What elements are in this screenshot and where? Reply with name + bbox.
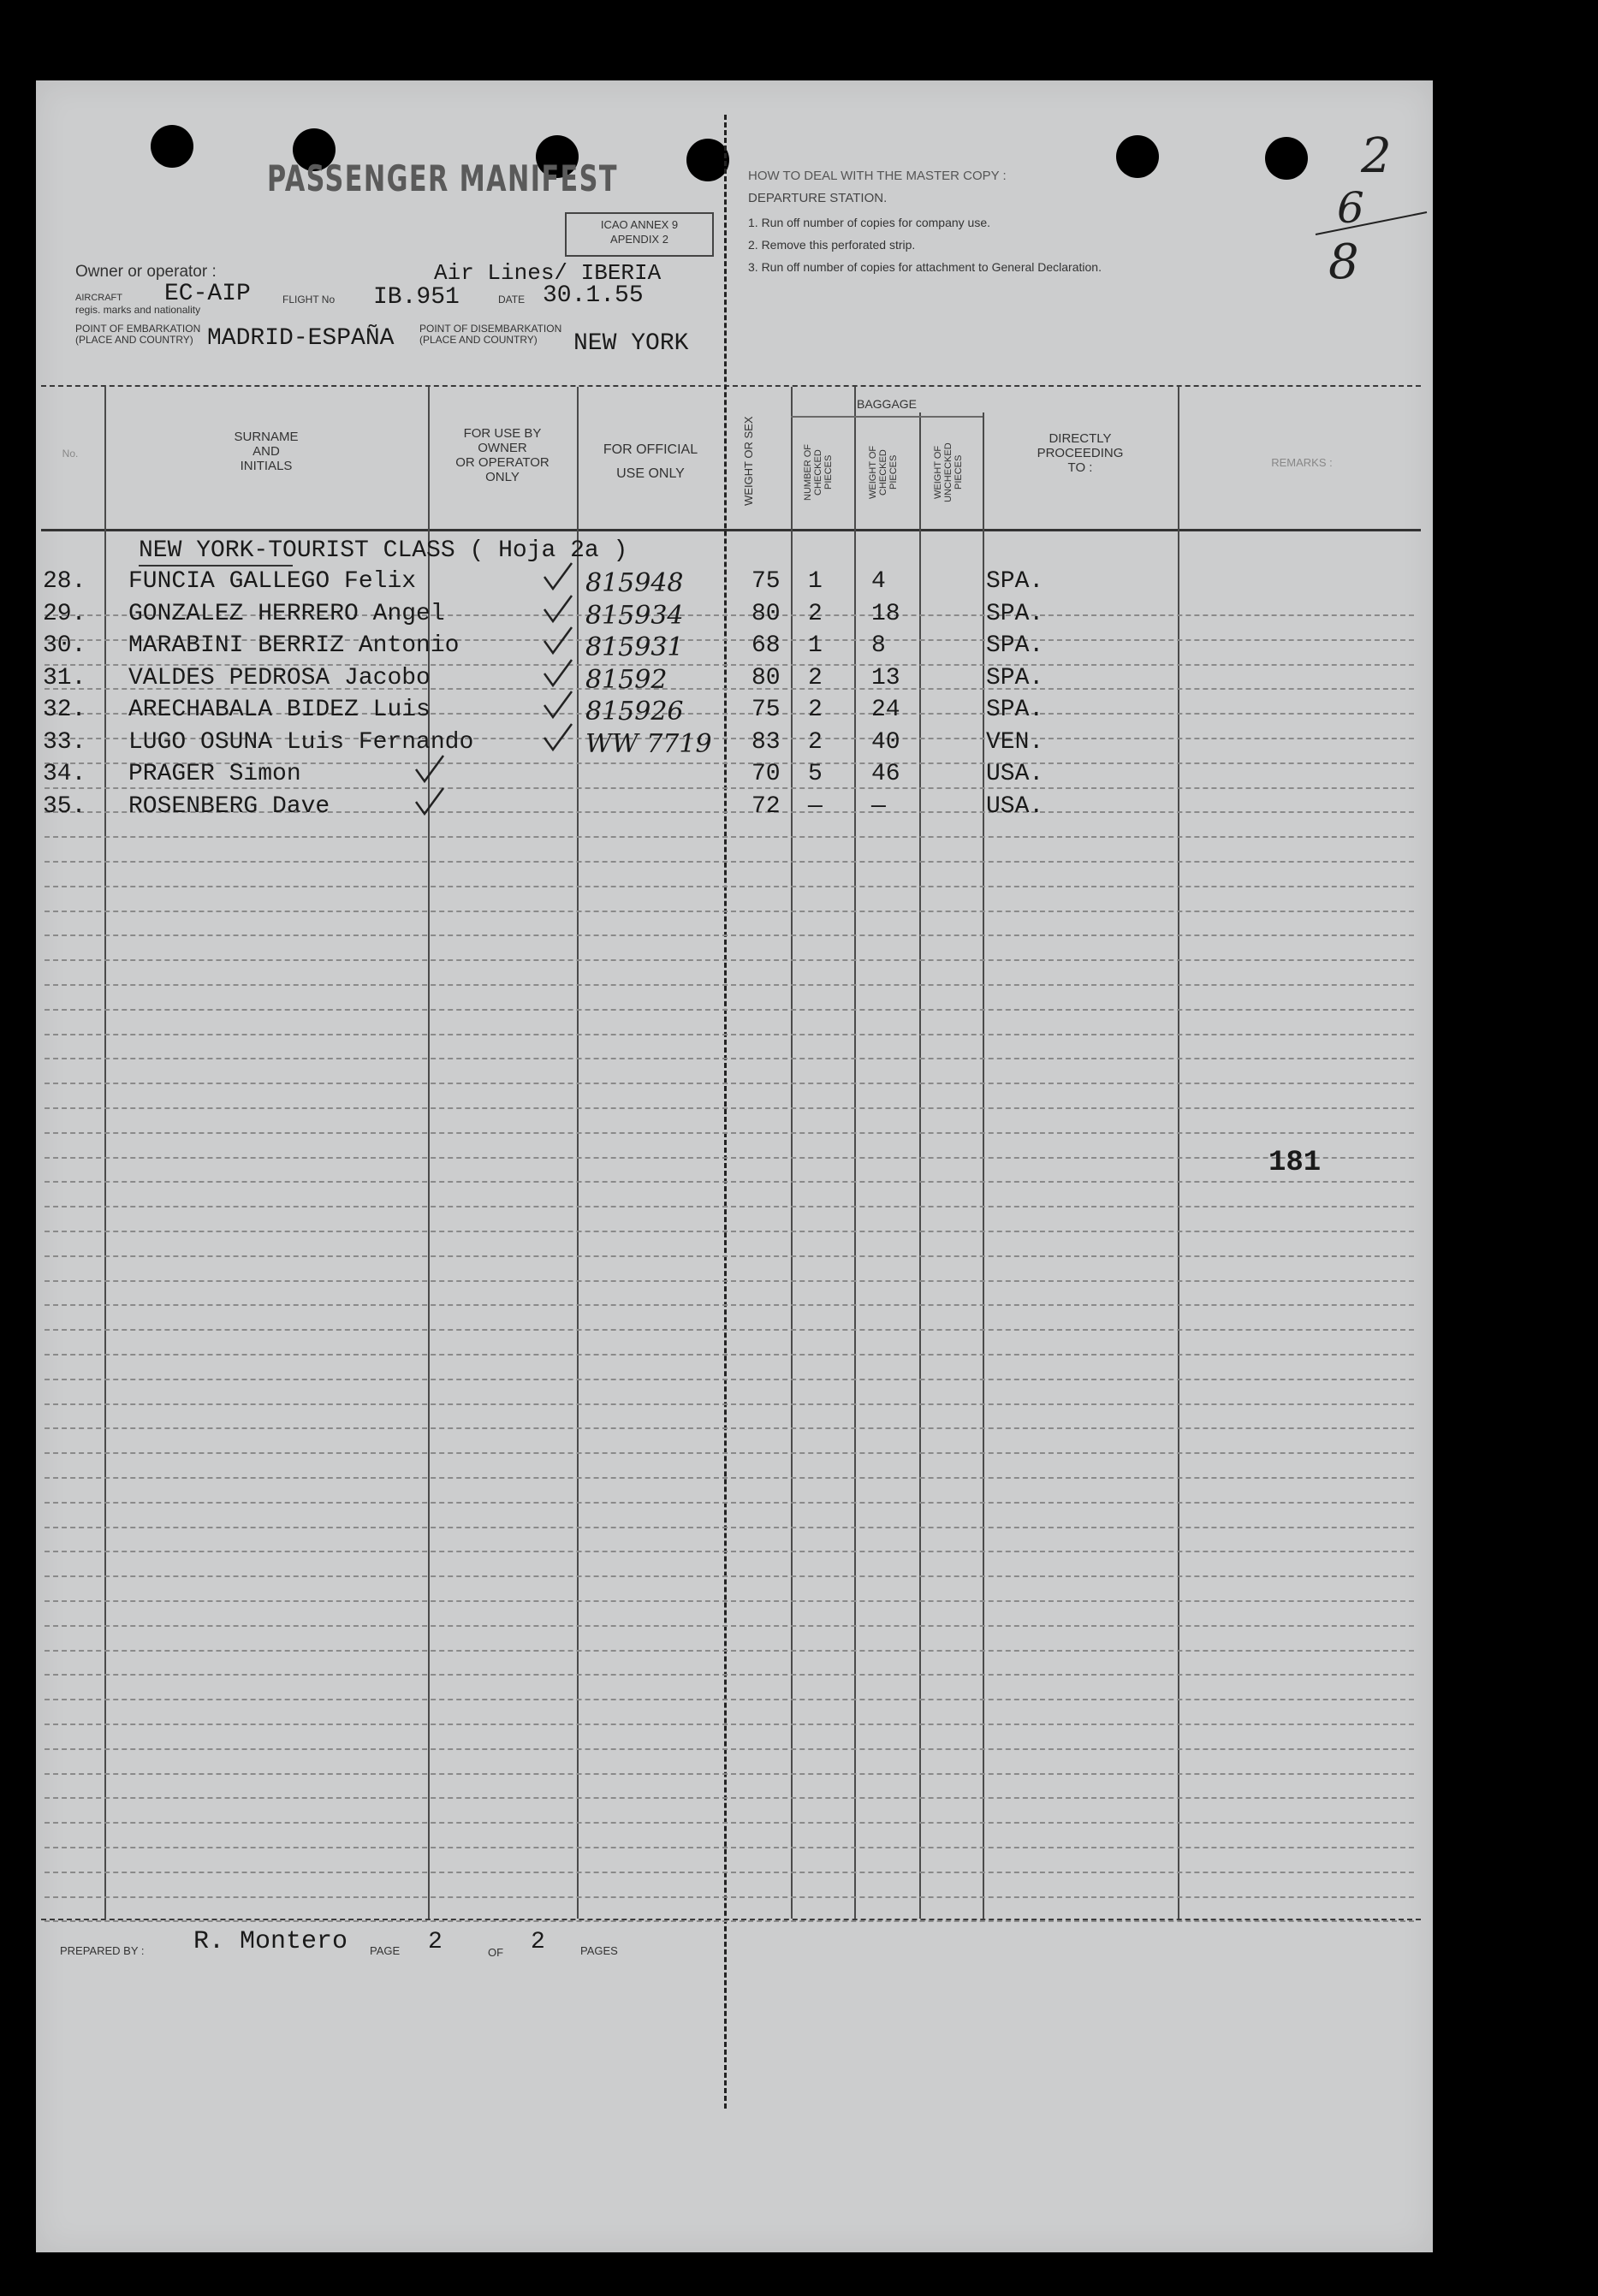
ruled-line [45, 1527, 1414, 1528]
passenger-pieces: 2 [808, 601, 823, 627]
column-header-official-use: FOR OFFICIAL USE ONLY [603, 442, 698, 481]
passenger-weight: 70 [751, 761, 781, 787]
aircraft-label: AIRCRAFT [75, 293, 122, 303]
regis-label: regis. marks and nationality [75, 304, 201, 316]
passenger-no: 31. [43, 665, 86, 691]
ruled-line [45, 1354, 1414, 1356]
passenger-bag-weight: 8 [871, 632, 886, 659]
instruction-item: 3. Run off number of copies for attachment to General Declaration. [748, 260, 1102, 274]
ruled-line [45, 1920, 1414, 1922]
check-mark-icon [541, 594, 575, 625]
ruled-line [45, 934, 1414, 936]
owner-label: Owner or operator : [75, 263, 217, 281]
passenger-ticket: 81592 [585, 665, 668, 695]
column-header-proceeding: DIRECTLY PROCEEDING TO : [1037, 431, 1124, 475]
passenger-bag-weight: — [871, 793, 886, 820]
corner-number: 2 [1361, 128, 1392, 184]
check-mark-icon [541, 722, 575, 753]
of-label: OF [488, 1946, 504, 1959]
passenger-bag-weight: 40 [871, 729, 900, 756]
embark-value: MADRID-ESPAÑA [207, 325, 395, 352]
table-row [36, 695, 1423, 726]
column-header-weight-unchecked: WEIGHT OF UNCHECKED PIECES [933, 442, 964, 502]
passenger-weight: 80 [751, 601, 781, 627]
passenger-name: FUNCIA GALLEGO Felix [128, 568, 417, 595]
table-row [36, 599, 1423, 630]
table-row [36, 631, 1423, 662]
passenger-ticket: 815926 [585, 697, 684, 727]
passenger-pieces: 2 [808, 665, 823, 691]
passenger-no: 28. [43, 568, 86, 595]
ruled-line [45, 1231, 1414, 1232]
passenger-pieces: 2 [808, 729, 823, 756]
ruled-line [45, 886, 1414, 887]
passenger-pieces: — [808, 793, 823, 820]
table-row [36, 567, 1423, 597]
disembark-value: NEW YORK [573, 330, 689, 357]
icao-box [565, 212, 714, 257]
ruled-line [45, 1822, 1414, 1824]
check-mark-icon [413, 786, 447, 817]
remark-number: 181 [1268, 1147, 1322, 1179]
passenger-bag-weight: 24 [871, 697, 900, 723]
aircraft-value: EC-AIP [164, 281, 251, 307]
disembark-label: POINT OF DISEMBARKATION (PLACE AND COUNTRY) [419, 323, 562, 346]
ruled-line [45, 1600, 1414, 1602]
manifest-sheet [36, 80, 1433, 2252]
punch-hole [686, 139, 729, 181]
table-row [36, 759, 1423, 790]
instructions-title: HOW TO DEAL WITH THE MASTER COPY : [748, 169, 1007, 183]
ruled-line [45, 1255, 1414, 1257]
passenger-no: 35. [43, 793, 86, 820]
ruled-line [45, 1034, 1414, 1035]
passenger-pieces: 2 [808, 697, 823, 723]
passenger-ticket: 815948 [585, 568, 684, 598]
ruled-line [45, 1157, 1414, 1159]
instructions-station: DEPARTURE STATION. [748, 191, 888, 205]
column-header-baggage: BAGGAGE [856, 397, 918, 411]
passenger-ticket: WW 7719 [585, 729, 712, 759]
ruled-line [45, 1575, 1414, 1577]
ruled-line [45, 1650, 1414, 1652]
ruled-line [45, 1551, 1414, 1552]
punch-hole [1265, 137, 1308, 180]
ruled-line [45, 1329, 1414, 1331]
check-mark-icon [541, 658, 575, 689]
section-heading: NEW YORK-TOURIST CLASS ( Hoja 2a ) [139, 537, 628, 564]
column-header-no: No. [62, 448, 79, 460]
passenger-weight: 75 [751, 697, 781, 723]
ruled-line [45, 1403, 1414, 1405]
passenger-destination: SPA. [986, 601, 1044, 627]
ruled-line [45, 1699, 1414, 1700]
prepared-value: R. Montero [193, 1927, 348, 1956]
passenger-destination: USA. [986, 761, 1044, 787]
passenger-weight: 80 [751, 665, 781, 691]
column-header-weight-sex: WEIGHT OR SEX [742, 416, 755, 507]
passenger-destination: SPA. [986, 632, 1044, 659]
passenger-destination: VEN. [986, 729, 1044, 756]
passenger-name: LUGO OSUNA Luis Fernando [128, 729, 474, 756]
page-title: PASSENGER MANIFEST [267, 157, 618, 199]
of-value: 2 [531, 1929, 545, 1955]
passenger-pieces: 5 [808, 761, 823, 787]
date-value: 30.1.55 [543, 282, 644, 309]
perforation-line [724, 115, 727, 2109]
check-mark-icon [541, 561, 575, 592]
flight-value: IB.951 [373, 284, 460, 311]
ruled-line [45, 1452, 1414, 1454]
icao-label: ICAO ANNEX 9 APENDIX 2 [600, 218, 679, 246]
column-header-owner-use: FOR USE BY OWNER OR OPERATOR ONLY [455, 426, 549, 484]
corner-number: 8 [1328, 234, 1359, 290]
ruled-line [45, 1674, 1414, 1676]
date-label: DATE [498, 294, 526, 306]
ruled-line [45, 959, 1414, 961]
ruled-line [45, 1477, 1414, 1479]
passenger-name: PRAGER Simon [128, 761, 301, 787]
passenger-name: VALDES PEDROSA Jacobo [128, 665, 431, 691]
check-mark-icon [413, 754, 447, 785]
ruled-line [45, 1847, 1414, 1848]
passenger-destination: SPA. [986, 665, 1044, 691]
passenger-destination: SPA. [986, 697, 1044, 723]
passenger-pieces: 1 [808, 632, 823, 659]
owner-value: Air Lines/ IBERIA [434, 260, 662, 286]
ruled-line [45, 1083, 1414, 1084]
ruled-line [45, 1896, 1414, 1898]
ruled-line [45, 1058, 1414, 1059]
passenger-weight: 83 [751, 729, 781, 756]
passenger-weight: 75 [751, 568, 781, 595]
instruction-item: 2. Remove this perforated strip. [748, 238, 916, 252]
passenger-no: 29. [43, 601, 86, 627]
ruled-line [45, 1427, 1414, 1429]
ruled-line [45, 1625, 1414, 1627]
column-header-remarks: REMARKS : [1271, 456, 1333, 469]
header-top-rule [41, 385, 1421, 387]
header-bottom-rule [41, 529, 1421, 531]
ruled-line [45, 911, 1414, 912]
table-row [36, 727, 1423, 758]
ruled-line [45, 1009, 1414, 1011]
check-mark-icon [541, 626, 575, 656]
ruled-line [45, 861, 1414, 863]
table-row [36, 792, 1423, 822]
ruled-line [45, 984, 1414, 986]
instruction-item: 1. Run off number of copies for company use. [748, 216, 991, 229]
prepared-label: PREPARED BY : [60, 1944, 145, 1957]
column-header-surname: SURNAME AND INITIALS [234, 430, 299, 473]
passenger-bag-weight: 4 [871, 568, 886, 595]
passenger-no: 30. [43, 632, 86, 659]
ruled-line [45, 1748, 1414, 1750]
passenger-name: GONZALEZ HERRERO Angel [128, 601, 445, 627]
ruled-line [45, 1797, 1414, 1799]
passenger-name: ARECHABALA BIDEZ Luis [128, 697, 431, 723]
passenger-ticket: 815931 [585, 632, 684, 662]
passenger-no: 34. [43, 761, 86, 787]
passenger-destination: SPA. [986, 568, 1044, 595]
passenger-pieces: 1 [808, 568, 823, 595]
ruled-line [45, 1280, 1414, 1282]
passenger-no: 32. [43, 697, 86, 723]
ruled-line [45, 1379, 1414, 1380]
ruled-line [45, 1181, 1414, 1183]
embark-label: POINT OF EMBARKATION (PLACE AND COUNTRY) [75, 323, 201, 346]
ruled-line [45, 1107, 1414, 1109]
pages-label: PAGES [580, 1944, 618, 1957]
column-header-weight-checked: WEIGHT OF CHECKED PIECES [868, 445, 899, 500]
baggage-rule [791, 416, 983, 418]
table-row [36, 663, 1423, 694]
passenger-no: 33. [43, 729, 86, 756]
passenger-destination: USA. [986, 793, 1044, 820]
flight-label: FLIGHT No [282, 294, 336, 306]
ruled-line [45, 1502, 1414, 1504]
ruled-line [45, 1773, 1414, 1775]
passenger-bag-weight: 46 [871, 761, 900, 787]
corner-fraction-line [1311, 209, 1431, 243]
ruled-line [45, 1304, 1414, 1306]
passenger-name: ROSENBERG Dave [128, 793, 330, 820]
passenger-bag-weight: 13 [871, 665, 900, 691]
page-label: PAGE [370, 1944, 401, 1957]
punch-hole [151, 125, 193, 168]
passenger-bag-weight: 18 [871, 601, 900, 627]
passenger-weight: 72 [751, 793, 781, 820]
page-value: 2 [428, 1929, 443, 1955]
ruled-line [45, 1872, 1414, 1873]
corner-number: 6 [1337, 183, 1364, 233]
check-mark-icon [541, 690, 575, 721]
column-header-num-checked: NUMBER OF CHECKED PIECES [803, 444, 834, 501]
passenger-name: MARABINI BERRIZ Antonio [128, 632, 460, 659]
ruled-line [45, 836, 1414, 838]
punch-hole [1116, 135, 1159, 178]
ruled-line [45, 1206, 1414, 1207]
ruled-line [45, 1723, 1414, 1725]
passenger-ticket: 815934 [585, 601, 684, 631]
ruled-line [45, 1132, 1414, 1134]
passenger-weight: 68 [751, 632, 781, 659]
